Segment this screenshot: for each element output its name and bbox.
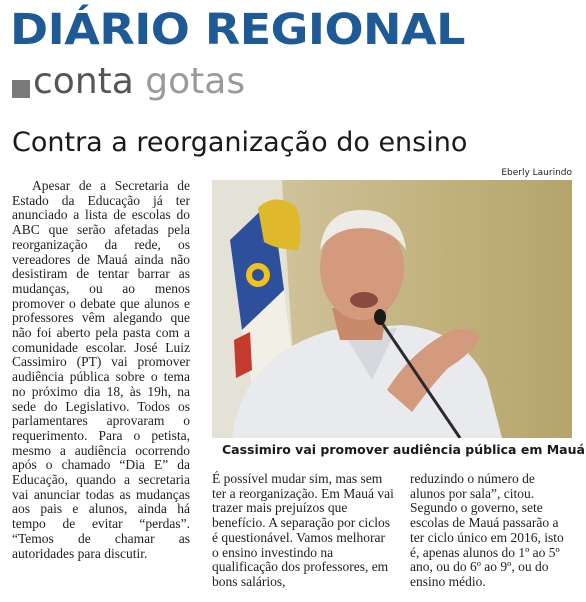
article-headline: Contra a reorganização do ensino: [12, 127, 468, 158]
article-body-text-2: É possível mudar sim, mas sem ter a reorganização. Em Mauá vai trazer mais prejuízos que benefício. A separação por ciclos é questionável. Vamos melhorar o ensino investindo na qualificação dos professores, em bons salários,: [212, 471, 394, 589]
article-column-2: [212, 472, 394, 590]
section-title-word1: conta: [33, 61, 134, 102]
article-body-text-1: Apesar de a Secretaria de Estado da Educação já ter anunciado a lista de escolas do ABC que serão afetadas pela reorganização da rede, os vereadores de Mauá ainda não desistiram de tentar barrar as mudanças, ou ao menos promover o debate que alunos e professores vêm alegando que não foi aberto pela pasta com a comunidade escolar. José Luiz Cassimiro (PT) vai promover audiência pública sobre o tema no próximo dia 18, às 19h, na sede do Legislativo. Todos os parlamentares aprovaram o requerimento. Para o petista, mesmo a audiência ocorrendo após o chamado “Dia E” da Educação, quando a secretaria vai anunciar todas as mudanças aos pais e alunos, ainda há tempo de evitar “perdas”. “Temos de chamar as autoridades para discutir.: [12, 178, 190, 561]
article-body-text-3: reduzindo o número de alunos por sala”, citou. Segundo o governo, sete escolas de Mauá passarão a ter ciclo único em 2016, isto é, apenas alunos do 1º ao 5º ano, ou do 6º ao 9º, ou do ensino médio.: [410, 471, 564, 589]
section-marker-icon: [12, 80, 30, 98]
section-title: [33, 60, 245, 104]
section-title-word2: gotas: [145, 61, 246, 102]
photo-credit: Eberly Laurindo: [501, 168, 572, 178]
masthead-title: DIÁRIO REGIONAL: [10, 5, 465, 55]
photo-illustration: [212, 180, 572, 438]
article-photo: [212, 180, 572, 438]
article-column-3: [410, 472, 570, 590]
photo-caption: Cassimiro vai promover audiência pública em Mauá: [222, 442, 585, 457]
article-column-1: [12, 179, 190, 561]
